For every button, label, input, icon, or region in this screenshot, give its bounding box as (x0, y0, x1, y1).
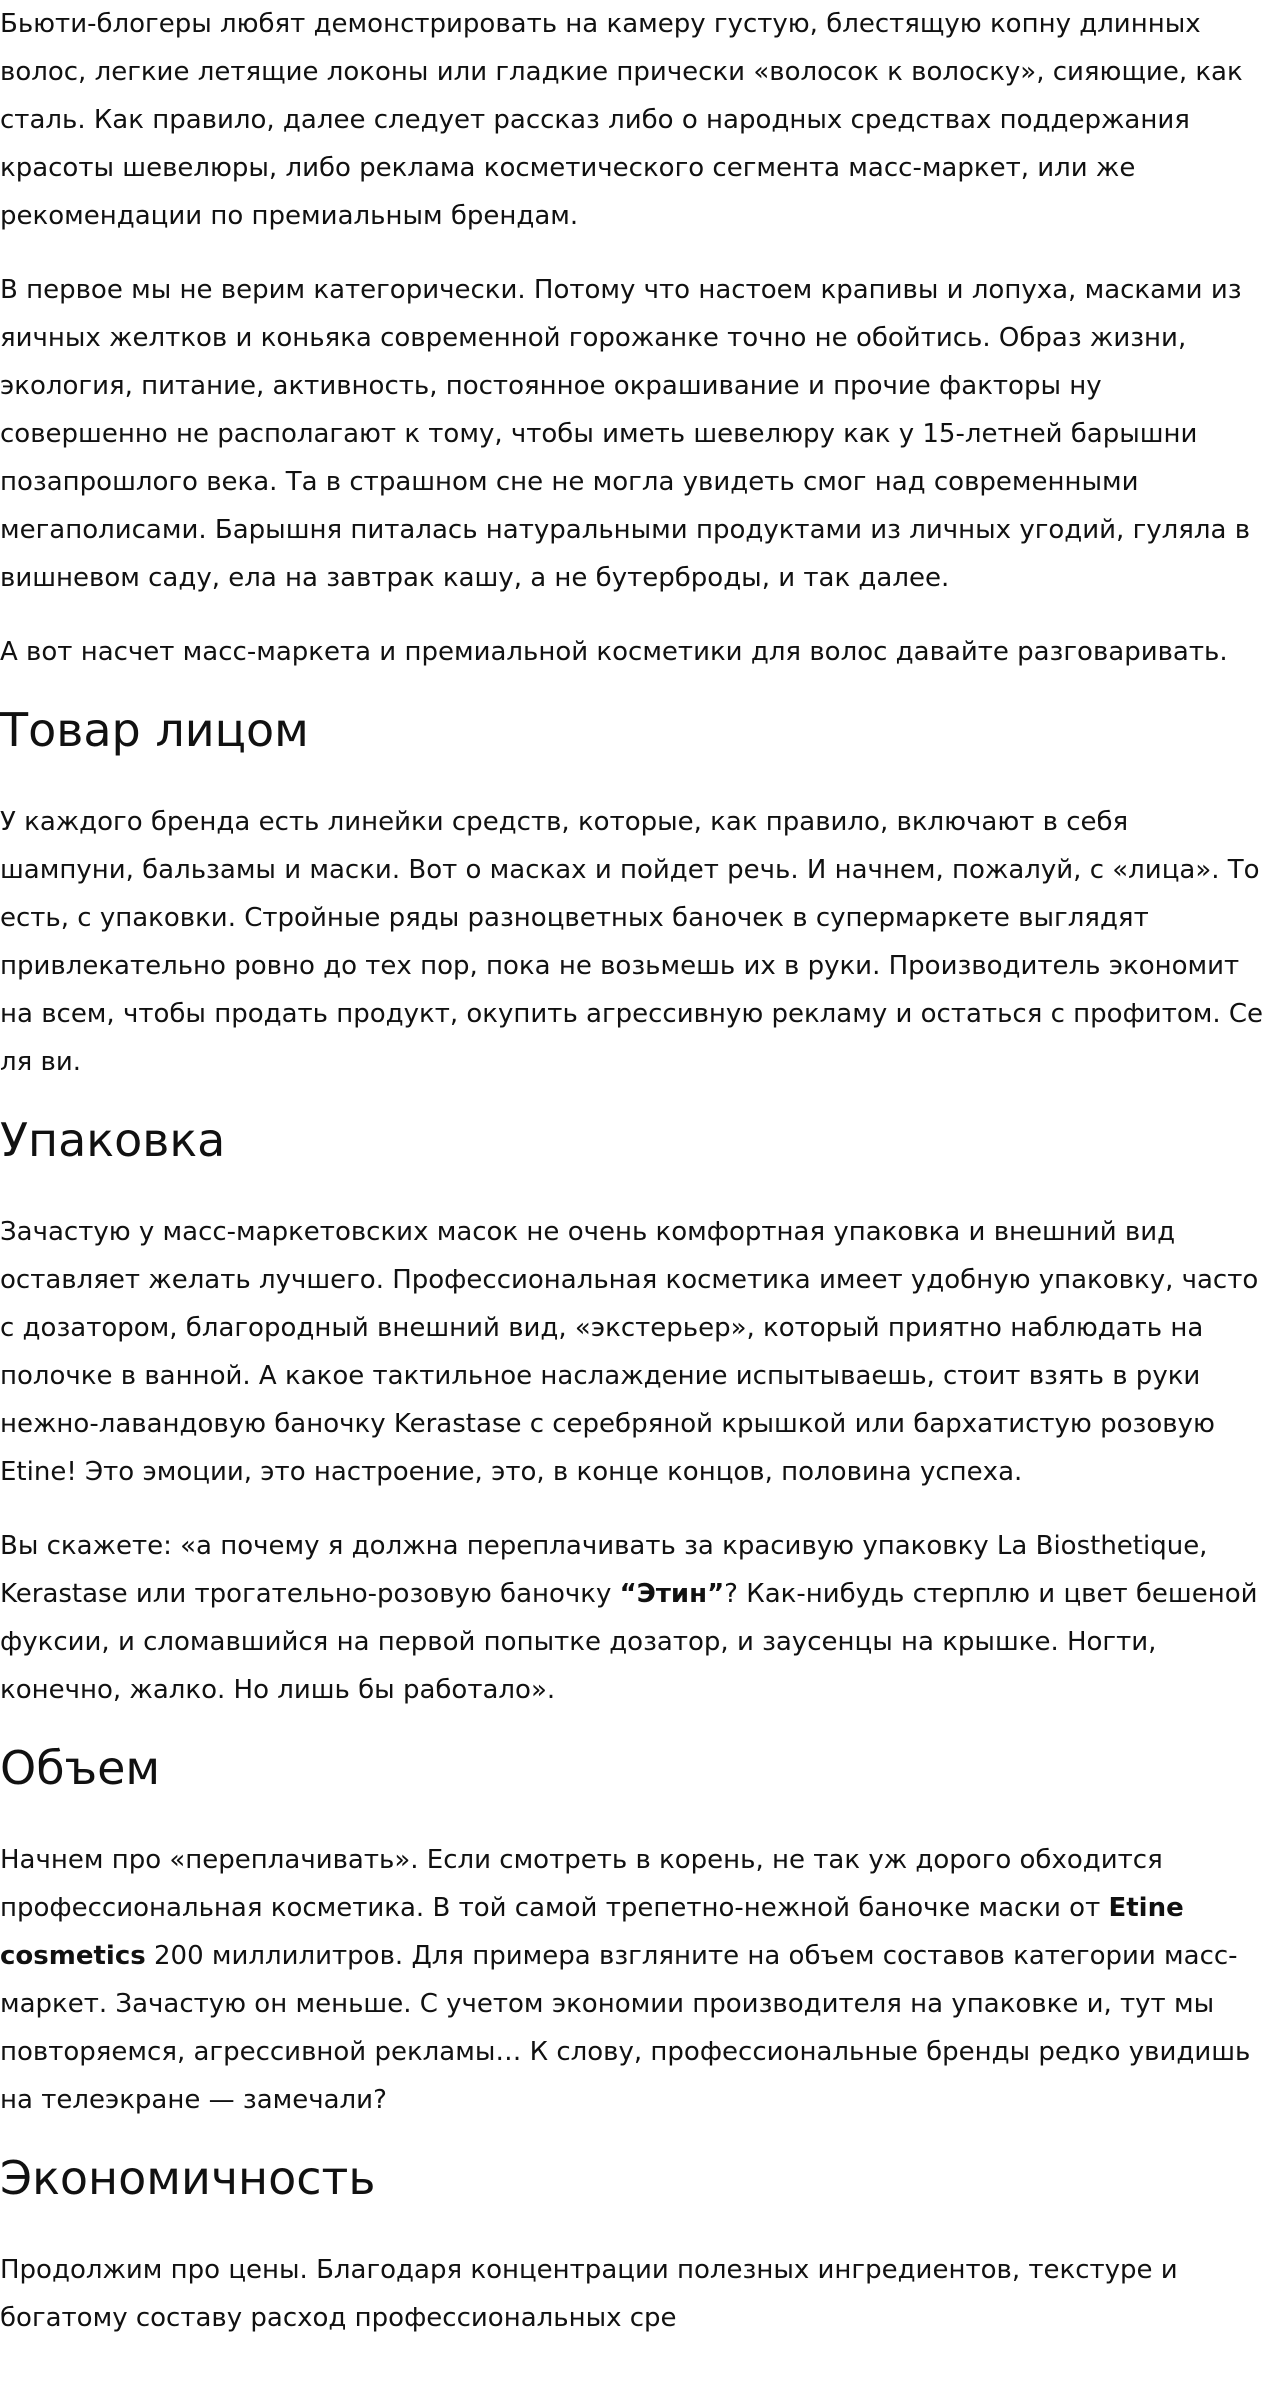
heading-packaging: Упаковка (0, 1113, 226, 1167)
paragraph-intro: Бьюти-блогеры любят демонстрировать на камеру густую, блестящую копну длинных волос, легкие летящие локоны или гладкие прически «волосок к волоску», сияющие, как сталь. Как правило, далее следует рассказ либо о народных средствах поддержания красоты шевелюры, либо реклама косметического сегмента масс-маркет, или же рекомендации по премиальным брендам. (0, 9, 1243, 231)
heading-volume: Объем (0, 1741, 161, 1795)
paragraph-economy: Продолжим про цены. Благодаря концентрации полезных ингредиентов, текстуре и богатому составу расход профессиональных сре (0, 2255, 1178, 2333)
paragraph-mass-market: А вот насчет масс-маркета и премиальной косметики для волос давайте разговаривать. (0, 637, 1228, 667)
text-segment: Начнем про «переплачивать». Если смотреть в корень, не так уж дорого обходится профессиональная косметика. В той самой трепетно-нежной баночке маски от (0, 1845, 1163, 1923)
text-segment: 200 миллилитров. Для примера взгляните на объем составов категории масс-маркет. Зачастую он меньше. С учетом экономии производителя на упаковке и, тут мы повторяемся, агрессивной рекламы… К слову, профессиональные бренды редко увидишь на телеэкране — замечали? (0, 1941, 1251, 2115)
paragraph-packaging: Зачастую у масс-маркетовских масок не очень комфортная упаковка и внешний вид оставляет желать лучшего. Профессиональная косметика имеет удобную упаковку, часто с дозатором, благородный внешний вид, «экстерьер», который приятно наблюдать на полочке в ванной. А какое тактильное наслаждение испытываешь, стоит взять в руки нежно-лавандовую баночку Kerastase с серебряной крышкой или бархатистую розовую Etine! Это эмоции, это настроение, это, в конце концов, половина успеха. (0, 1217, 1259, 1487)
paragraph-brand-lines: У каждого бренда есть линейки средств, которые, как правило, включают в себя шампуни, бальзамы и маски. Вот о масках и пойдет речь. И начнем, пожалуй, с «лица». То есть, с упаковки. Стройные ряды разноцветных баночек в супермаркете выглядят привлекательно ровно до тех пор, пока не возьмешь их в руки. Производитель экономит на всем, чтобы продать продукт, окупить агрессивную рекламу и остаться с профитом. Се ля ви. (0, 807, 1264, 1077)
heading-economy: Экономичность (0, 2151, 376, 2205)
text-segment: Вы скажете: «а почему я должна переплачивать за красивую упаковку La Biosthetique, Kerastase или трогательно-розовую баночку (0, 1531, 1208, 1609)
paragraph-folk-remedies: В первое мы не верим категорически. Потому что настоем крапивы и лопуха, масками из яичных желтков и коньяка современной горожанке точно не обойтись. Образ жизни, экология, питание, активность, постоянное окрашивание и прочие факторы ну совершенно не располагают к тому, чтобы иметь шевелюру как у 15-летней барышни позапрошлого века. Та в страшном сне не могла увидеть смог над современными мегаполисами. Барышня питалась натуральными продуктами из личных угодий, гуляла в вишневом саду, ела на завтрак кашу, а не бутерброды, и так далее. (0, 275, 1251, 593)
paragraph-overpay-question (0, 1522, 1270, 1714)
brand-name-etin: “Этин” (619, 1579, 725, 1609)
brand-name-etine-cosmetics: Etine cosmetics (0, 1893, 1184, 1971)
text-segment: ? Как-нибудь стерплю и цвет бешеной фуксии, и сломавшийся на первой попытке дозатор, и заусенцы на крышке. Ногти, конечно, жалко. Но лишь бы работало». (0, 1579, 1258, 1705)
heading-product-face: Товар лицом (0, 703, 309, 757)
paragraph-volume (0, 1836, 1270, 2124)
